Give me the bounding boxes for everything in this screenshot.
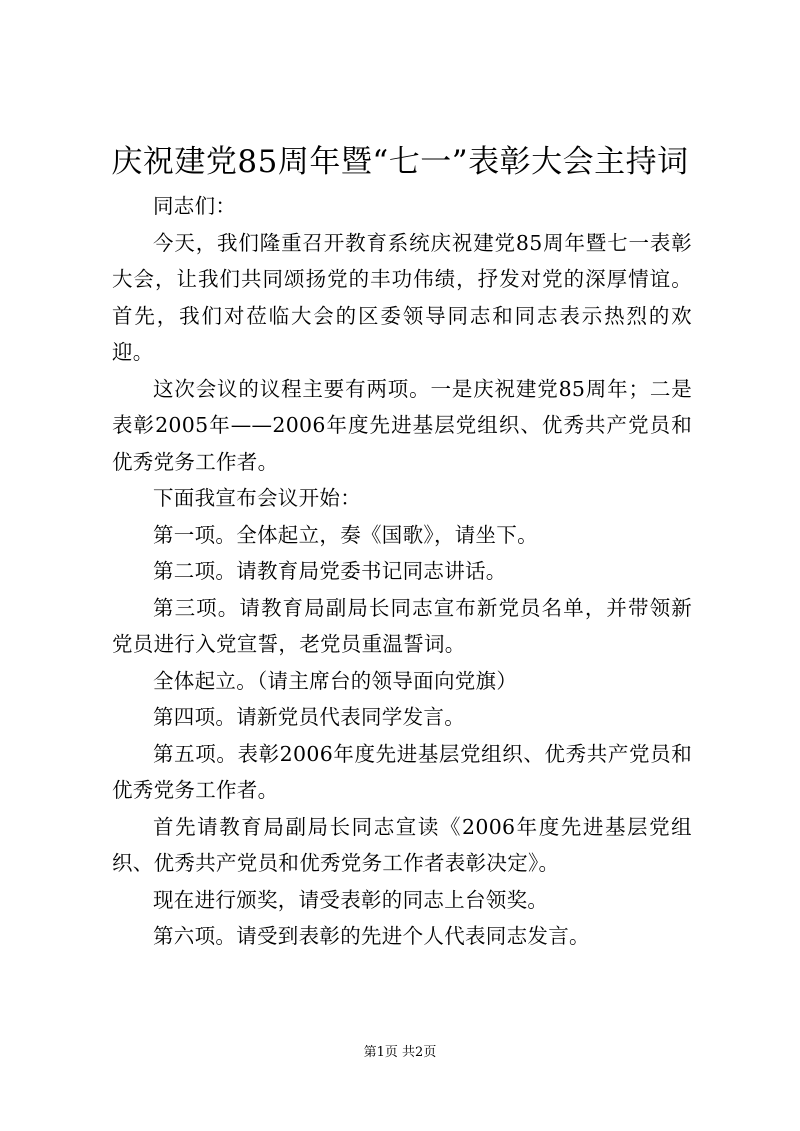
paragraph-item-2: 第二项。请教育局党委书记同志讲话。 bbox=[153, 559, 507, 583]
document-body bbox=[112, 188, 692, 955]
page-footer: 第1页 共2页 bbox=[363, 1045, 437, 1060]
paragraph-salutation: 同志们： bbox=[153, 194, 237, 218]
document-title: 庆祝建党85周年暨“七一”表彰大会主持词 bbox=[111, 144, 689, 180]
paragraph-stand-up: 全体起立。（请主席台的领导面向党旗） bbox=[153, 668, 518, 693]
paragraph-item-6: 第六项。请受到表彰的先进个人代表同志发言。 bbox=[153, 924, 590, 948]
paragraph-meeting-start: 下面我宣布会议开始： bbox=[153, 486, 361, 510]
paragraph-opening: 今天，我们隆重召开教育系统庆祝建党85周年暨七一表彰大会，让我们共同颂扬党的丰功伟绩，抒发对党的深厚情谊。首先，我们对莅临大会的区委领导同志和同志表示热烈的欢迎。 bbox=[112, 230, 692, 364]
paragraph-item-5: 第五项。表彰2006年度先进基层党组织、优秀共产党员和优秀党务工作者。 bbox=[112, 741, 692, 802]
paragraph-awards: 现在进行颁奖，请受表彰的同志上台领奖。 bbox=[153, 887, 549, 912]
paragraph-item-4: 第四项。请新党员代表同学发言。 bbox=[153, 705, 465, 729]
paragraph-announcement: 首先请教育局副局长同志宣读《2006年度先进基层党组织、优秀共产党员和优秀党务工作者表彰决定》。 bbox=[112, 814, 692, 875]
paragraph-agenda: 这次会议的议程主要有两项。一是庆祝建党85周年；二是表彰2005年——2006年度先进基层党组织、优秀共产党员和优秀党务工作者。 bbox=[112, 376, 692, 474]
paragraph-item-1: 第一项。全体起立，奏《国歌》，请坐下。 bbox=[153, 522, 538, 547]
paragraph-item-3: 第三项。请教育局副局长同志宣布新党员名单，并带领新党员进行入党宣誓，老党员重温誓词。 bbox=[112, 595, 692, 656]
